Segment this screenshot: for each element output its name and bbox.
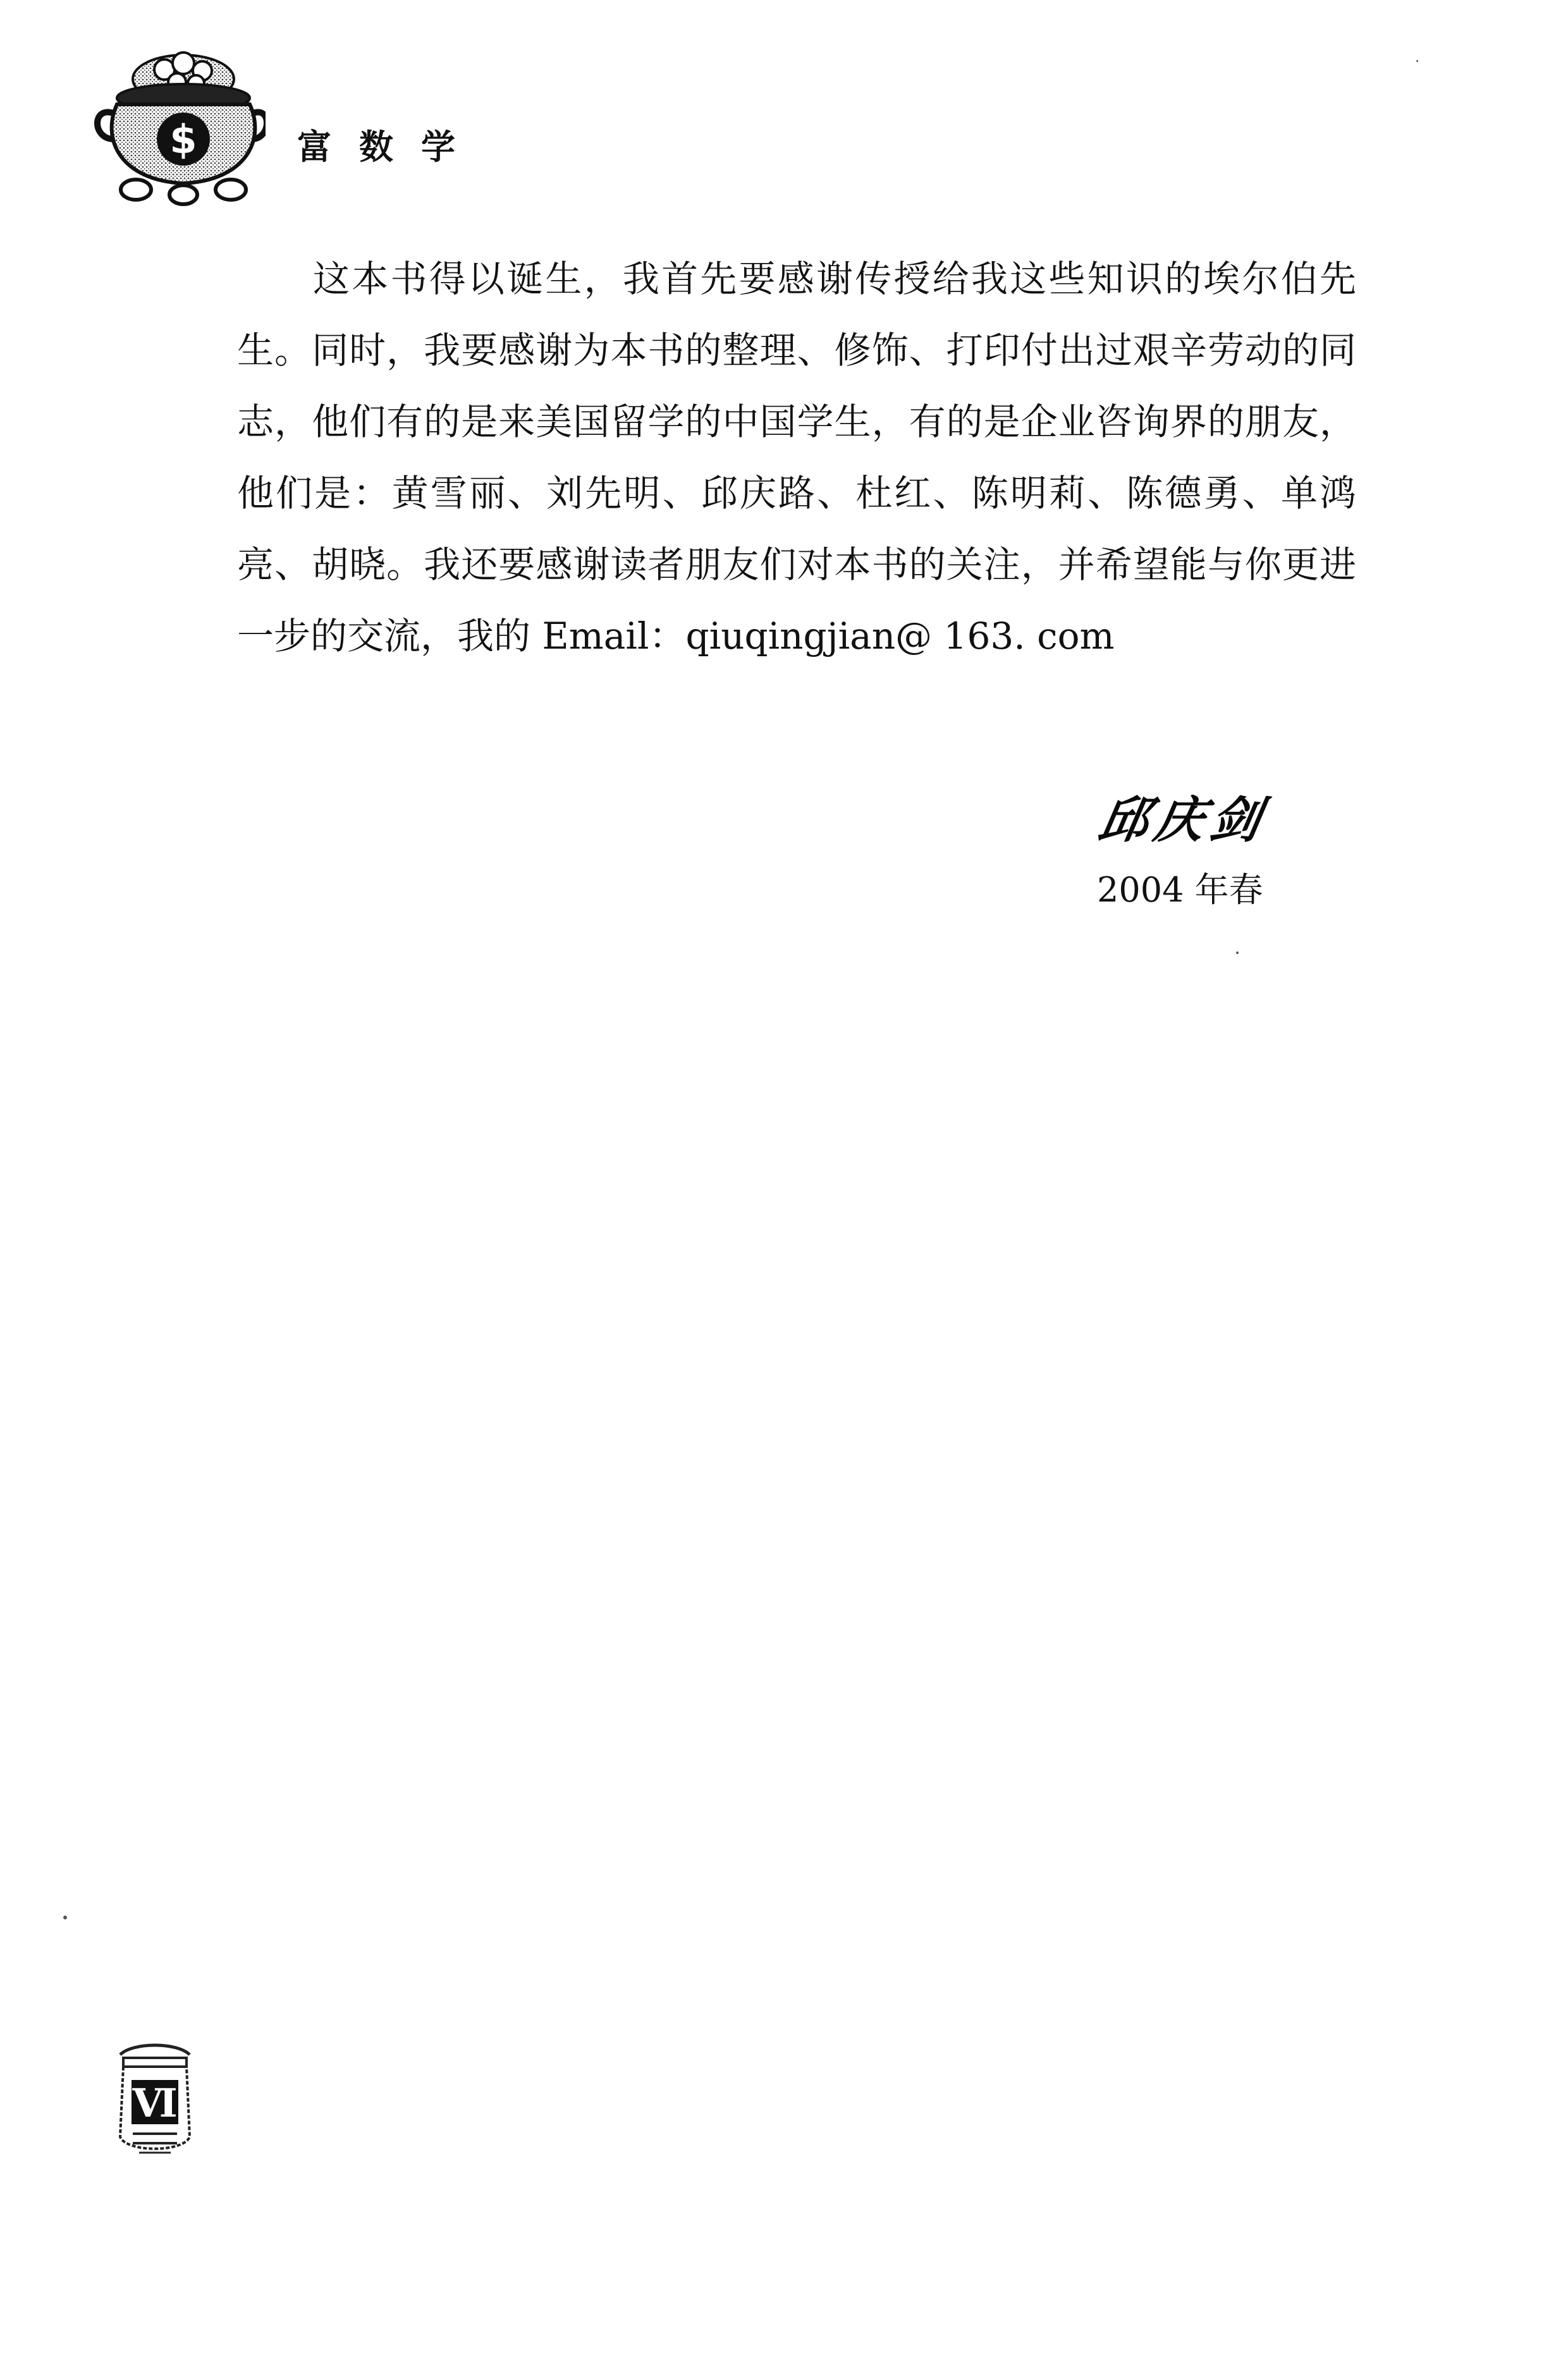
- running-header: [89, 44, 531, 221]
- money-pot-icon: [89, 44, 266, 215]
- scan-speck: [1236, 951, 1239, 954]
- dollar-sign: $: [169, 116, 197, 162]
- signature-date: 2004 年春: [1097, 870, 1263, 910]
- scan-speck: [63, 1916, 67, 1919]
- page-number: Ⅵ: [132, 2080, 178, 2126]
- acknowledgement-paragraph: 这本书得以诞生，我首先要感谢传授给我这些知识的埃尔伯先生。同时，我要感谢为本书的整理、修饰、打印付出过艰辛劳动的同志，他们有的是来美国留学的中国学生，有的是企业咨询界的朋友，他们是：黄雪丽、刘先明、邱庆路、杜红、陈明莉、陈德勇、单鸿亮、胡晓。我还要感谢读者朋友们对本书的关注，并希望能与你更进一步的交流，我的 Email：qiuqingjian@ 163. com: [237, 257, 1356, 658]
- author-signature: 邱庆剑: [1094, 792, 1271, 849]
- page-number-emblem-icon: [107, 2042, 202, 2168]
- header-title: 富数学: [297, 127, 483, 167]
- scan-speck: [1416, 60, 1418, 62]
